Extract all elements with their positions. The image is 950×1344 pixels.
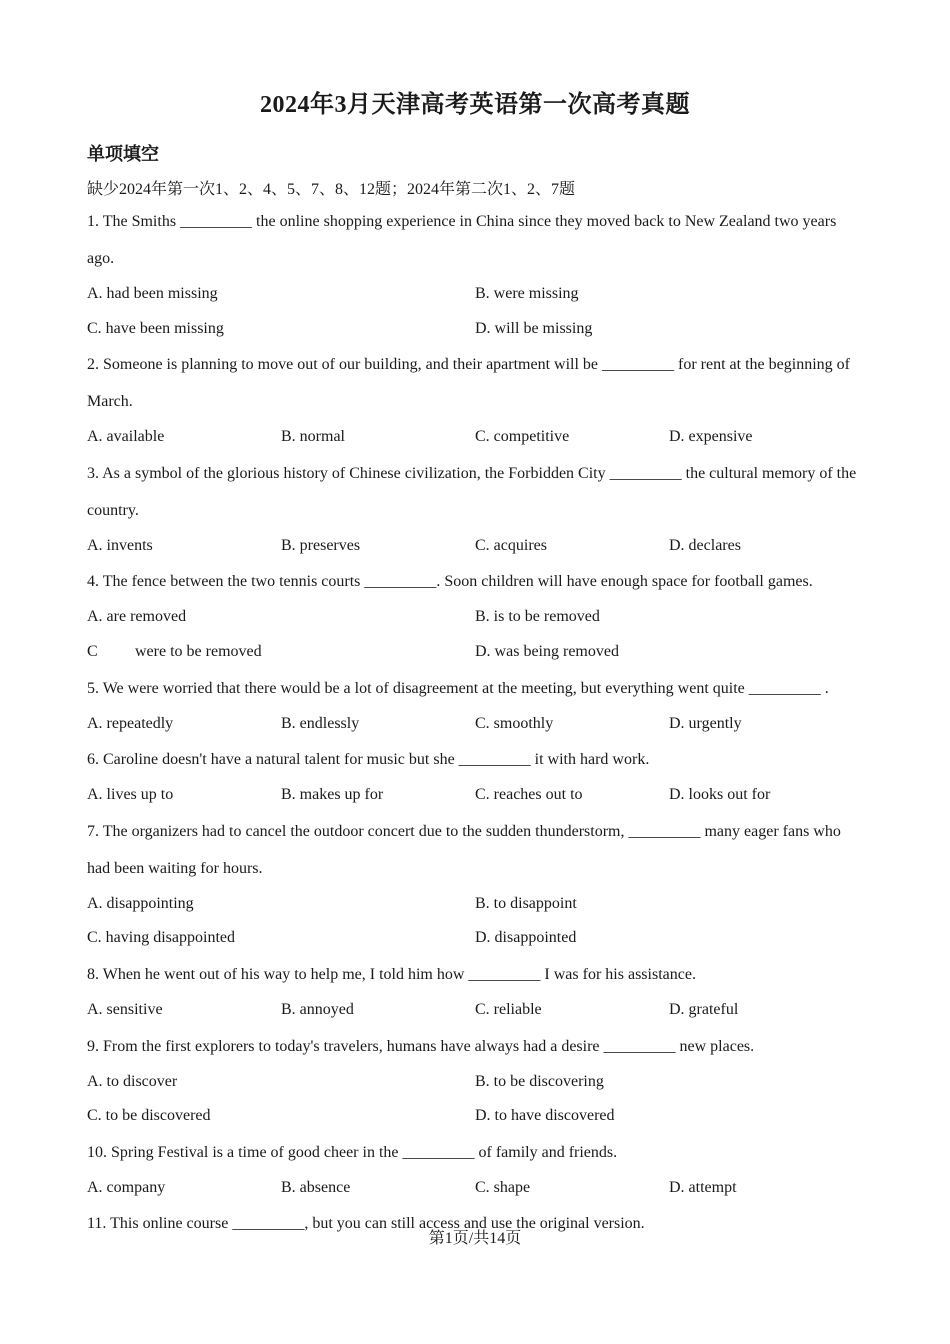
- question-stem: 2. Someone is planning to move out of our building, and their apartment will be _________ for rent at the beginning of March.: [87, 356, 850, 411]
- question-9: [87, 1028, 867, 1134]
- options: [87, 600, 867, 669]
- question-3: [87, 455, 867, 564]
- question-stem: 3. As a symbol of the glorious history of Chinese civilization, the Forbidden City _________ the cultural memory of the country.: [87, 464, 857, 519]
- question-stem: 10. Spring Festival is a time of good cheer in the _________ of family and friends.: [87, 1143, 618, 1161]
- question-5: [87, 670, 867, 742]
- options: [87, 277, 867, 346]
- page-title: 2024年3月天津高考英语第一次高考真题: [260, 92, 690, 118]
- question-stem: 5. We were worried that there would be a lot of disagreement at the meeting, but everything went quite _________ .: [87, 679, 829, 697]
- question-stem: 11. This online course _________, but you can still access and use the original version.: [87, 1215, 645, 1233]
- option-d: D. expensive: [669, 428, 753, 446]
- option-a: A. company: [87, 1178, 166, 1196]
- option-d: D. looks out for: [669, 786, 771, 804]
- option-c: C. smoothly: [475, 714, 554, 732]
- option-c: C. shape: [475, 1178, 531, 1196]
- option-c: C. to be discovered: [87, 1107, 211, 1125]
- option-c: [87, 635, 475, 670]
- option-b: B. were missing: [475, 285, 579, 302]
- options: [87, 420, 867, 455]
- options: [87, 887, 867, 956]
- option-c: C. have been missing: [87, 319, 224, 337]
- options: [87, 778, 867, 813]
- question-8: [87, 956, 867, 1028]
- question-list: [87, 203, 867, 1242]
- option-a: A. available: [87, 428, 165, 446]
- question-stem: 7. The organizers had to cancel the outdoor concert due to the sudden thunderstorm, _________ many eager fans who had been waiting for hours.: [87, 822, 841, 877]
- option-c: C. having disappointed: [87, 929, 235, 947]
- question-stem: 1. The Smiths _________ the online shopping experience in China since they moved back to New Zealand two years ago.: [87, 213, 837, 267]
- option-b: B. absence: [281, 1178, 351, 1196]
- option-a: A. repeatedly: [87, 714, 174, 732]
- question-stem: 9. From the first explorers to today's travelers, humans have always had a desire _________ new places.: [87, 1037, 755, 1055]
- option-d: D. attempt: [669, 1178, 737, 1196]
- option-b: B. endlessly: [281, 714, 360, 732]
- question-2: [87, 346, 867, 455]
- option-d: D. grateful: [669, 1000, 739, 1018]
- option-b: B. is to be removed: [475, 608, 600, 626]
- option-a: A. disappointing: [87, 894, 194, 912]
- question-stem: 8. When he went out of his way to help me, I told him how _________ I was for his assistance.: [87, 965, 696, 983]
- option-a: A. are removed: [87, 608, 187, 626]
- option-d: D. declares: [669, 536, 741, 554]
- option-c: C. reliable: [475, 1000, 542, 1018]
- question-10: [87, 1134, 867, 1206]
- option-c: C. competitive: [475, 428, 570, 446]
- option-d: D. to have discovered: [475, 1107, 615, 1125]
- option-d: D. urgently: [669, 714, 742, 732]
- option-b: B. to be discovering: [475, 1072, 604, 1090]
- option-c-text: were to be removed: [135, 642, 262, 660]
- missing-questions-note: 缺少2024年第一次1、2、4、5、7、8、12题；2024年第二次1、2、7题: [87, 181, 576, 198]
- option-a: A. to discover: [87, 1072, 178, 1090]
- option-a: A. had been missing: [87, 285, 218, 302]
- question-4: [87, 563, 867, 669]
- option-a: A. invents: [87, 536, 153, 554]
- question-stem: 6. Caroline doesn't have a natural talent for music but she _________ it with hard work.: [87, 751, 650, 769]
- option-b: B. annoyed: [281, 1000, 354, 1018]
- page-footer: 第1页/共14页: [428, 1230, 522, 1247]
- question-7: [87, 813, 867, 956]
- option-d: D. will be missing: [475, 319, 593, 337]
- option-a: A. sensitive: [87, 1000, 163, 1018]
- options: [87, 707, 867, 742]
- section-heading: 单项填空: [87, 144, 159, 164]
- options: [87, 1171, 867, 1206]
- option-c-letter: C: [87, 642, 98, 660]
- option-a: A. lives up to: [87, 786, 174, 804]
- options: [87, 529, 867, 564]
- options: [87, 993, 867, 1028]
- question-stem: 4. The fence between the two tennis courts _________. Soon children will have enough space for football games.: [87, 573, 813, 591]
- option-b: B. normal: [281, 428, 345, 446]
- option-c: C. acquires: [475, 536, 547, 554]
- options: [87, 1065, 867, 1134]
- option-c: C. reaches out to: [475, 786, 583, 804]
- option-d: D. was being removed: [475, 642, 619, 660]
- option-b: B. preserves: [281, 536, 361, 554]
- option-b: B. to disappoint: [475, 894, 577, 912]
- question-6: [87, 741, 867, 813]
- option-d: D. disappointed: [475, 929, 577, 947]
- option-b: B. makes up for: [281, 786, 384, 804]
- question-1: [87, 203, 867, 346]
